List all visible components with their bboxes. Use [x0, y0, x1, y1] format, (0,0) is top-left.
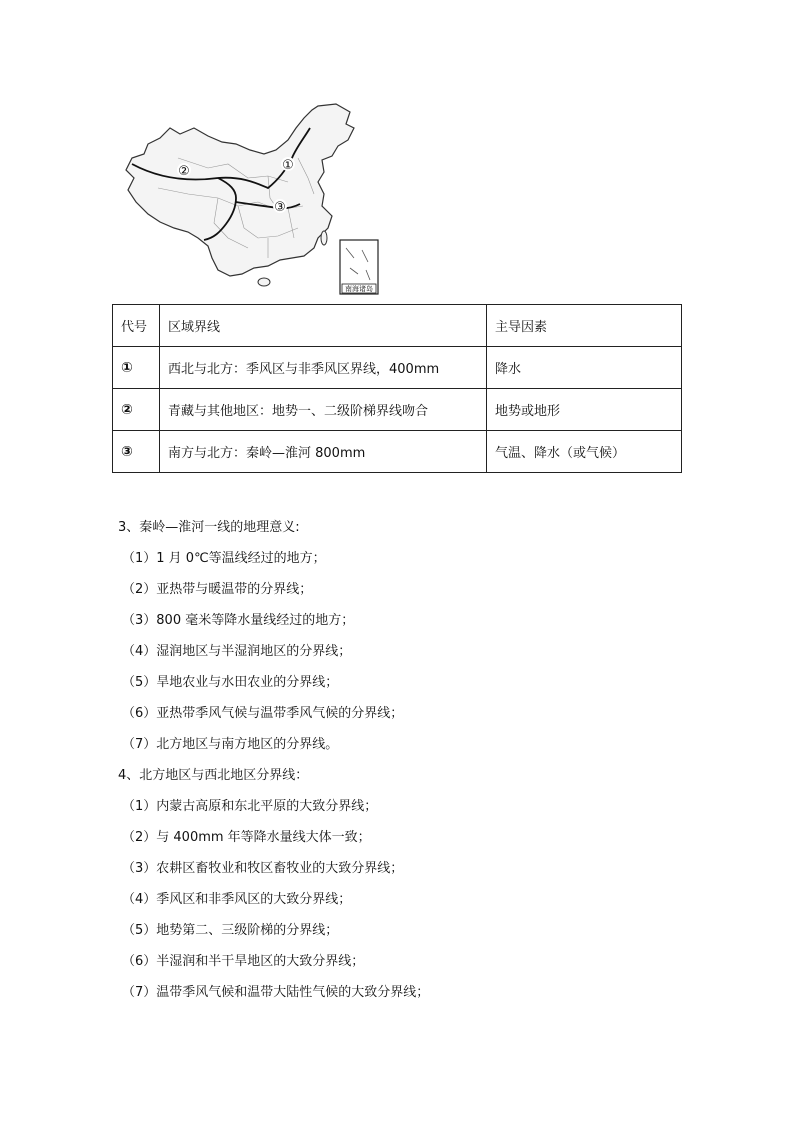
section-3-item: （4）湿润地区与半湿润地区的分界线； [122, 644, 352, 659]
row-boundary: 青藏与其他地区：地势一、二级阶梯界线吻合 [160, 389, 487, 431]
section-4-item: （3）农耕区畜牧业和牧区畜牧业的大致分界线； [122, 861, 404, 876]
section-4-item: （4）季风区和非季风区的大致分界线； [122, 892, 352, 907]
row-boundary: 南方与北方：秦岭—淮河 800mm [160, 431, 487, 473]
row-factor: 地势或地形 [487, 389, 682, 431]
hainan-island [258, 278, 270, 286]
section-3-item: （7）北方地区与南方地区的分界线。 [122, 737, 339, 752]
marker-2: ② [178, 164, 190, 179]
section-3-item: （5）旱地农业与水田农业的分界线； [122, 675, 339, 690]
section-4-item: （6）半湿润和半干旱地区的大致分界线； [122, 954, 365, 969]
taiwan-island [321, 231, 327, 245]
inset-label: 南海诸岛 [345, 285, 373, 293]
row-code: ③ [113, 431, 160, 473]
section-3-item: （2）亚热带与暖温带的分界线； [122, 582, 313, 597]
table-header-row [113, 305, 682, 347]
south-china-sea-inset [340, 240, 378, 294]
marker-1: ① [282, 158, 294, 173]
section-4-heading: 4、北方地区与西北地区分界线： [118, 768, 309, 783]
table-row [113, 389, 682, 431]
row-factor: 气温、降水（或气候） [487, 431, 682, 473]
region-boundary-table [112, 304, 682, 473]
row-boundary: 西北与北方：季风区与非季风区界线，400mm [160, 347, 487, 389]
row-factor: 降水 [487, 347, 682, 389]
section-3-item: （6）亚热带季风气候与温带季风气候的分界线； [122, 706, 404, 721]
table-row [113, 347, 682, 389]
header-boundary: 区域界线 [160, 305, 487, 347]
row-code: ② [113, 389, 160, 431]
section-4-item: （5）地势第二、三级阶梯的分界线； [122, 923, 339, 938]
header-factor: 主导因素 [487, 305, 682, 347]
map-svg [118, 98, 388, 298]
china-region-map [118, 98, 388, 298]
notes-text [118, 512, 429, 1008]
section-4-item: （2）与 400mm 年等降水量线大体一致； [122, 830, 371, 845]
section-3-item: （1）1 月 0℃等温线经过的地方； [122, 551, 326, 566]
marker-3: ③ [274, 200, 286, 215]
section-3-item: （3）800 毫米等降水量线经过的地方； [122, 613, 355, 628]
section-4-item: （1）内蒙古高原和东北平原的大致分界线； [122, 799, 378, 814]
header-code: 代号 [113, 305, 160, 347]
row-code: ① [113, 347, 160, 389]
china-outline [126, 104, 354, 276]
table-row [113, 431, 682, 473]
section-3-heading: 3、秦岭—淮河一线的地理意义: [118, 520, 300, 535]
section-4-item: （7）温带季风气候和温带大陆性气候的大致分界线； [122, 985, 430, 1000]
